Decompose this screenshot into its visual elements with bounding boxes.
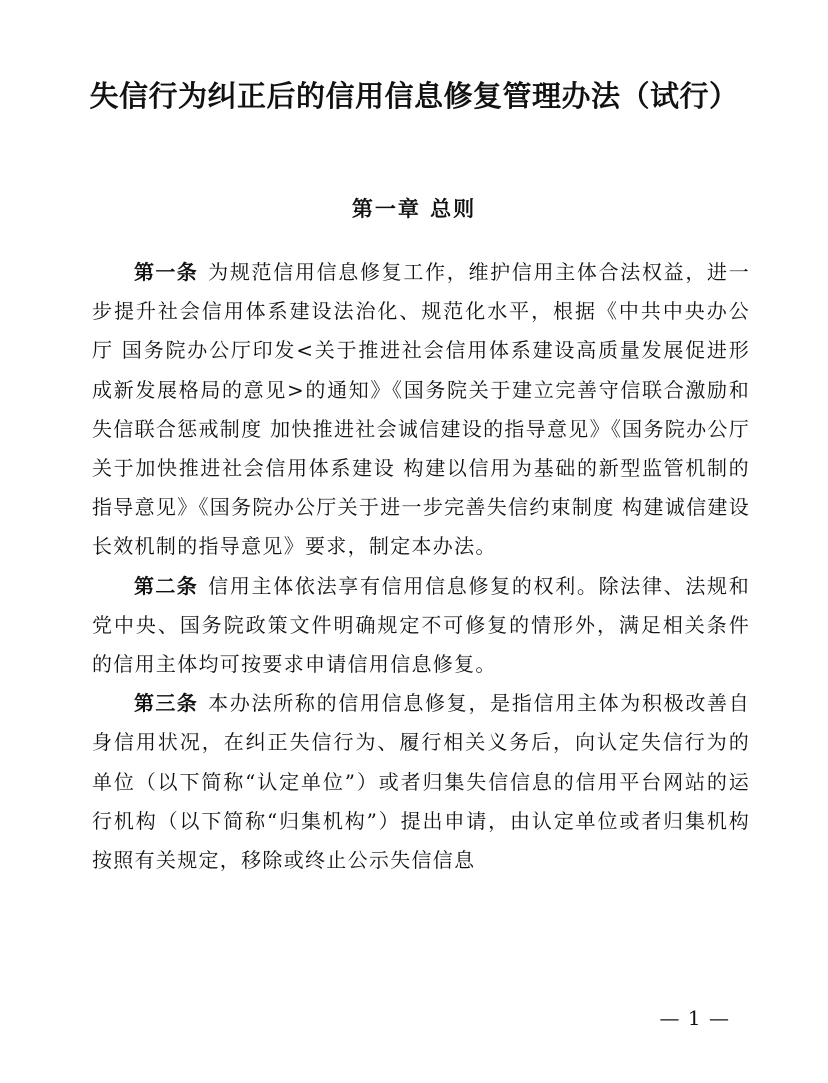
article-1-label: 第一条 (134, 260, 199, 284)
article-3-text: 本办法所称的信用信息修复，是指信用主体为积极改善自身信用状况，在纠正失信行为、履行相关义务后，向认定失信行为的单位（以下简称“认定单位”）或者归集失信信息的信用平台网站的运行机构（以下简称“归集机构”）提出申请，由认定单位或者归集机构按照有关规定，移除或终止公示失信信息 (92, 691, 751, 873)
article-3-label: 第三条 (134, 691, 199, 716)
article-2 (92, 567, 750, 685)
document-title: 失信行为纠正后的信用信息修复管理办法（试行） (89, 79, 739, 113)
document-body (92, 253, 750, 880)
article-3 (92, 684, 750, 880)
article-1-text: 为规范信用信息修复工作，维护信用主体合法权益，进一步提升社会信用体系建设法治化、规范化水平，根据《中共中央办公厅 国务院办公厅印发<关于推进社会信用体系建设高质量发展促进形成新发展格局的意见>的通知》《国务院关于建立完善守信联合激励和失信联合惩戒制度 加快推进社会诚信建设的指导意见》《国务院办公厅关于加快推进社会信用体系建设 构建以信用为基础的新型监管机制的指导意见》《国务院办公厅关于进一步完善失信约束制度 构建诚信建设长效机制的指导意见》要求，制定本办法。 (92, 260, 751, 559)
article-1 (92, 253, 750, 567)
article-2-label: 第二条 (134, 573, 199, 598)
chapter-title: 第一章 总则 (351, 197, 477, 221)
article-2-text: 信用主体依法享有信用信息修复的权利。除法律、法规和党中央、国务院政策文件明确规定不可修复的情形外，满足相关条件的信用主体均可按要求申请信用信息修复。 (92, 573, 751, 677)
page-number: — 1 — (659, 1006, 730, 1030)
